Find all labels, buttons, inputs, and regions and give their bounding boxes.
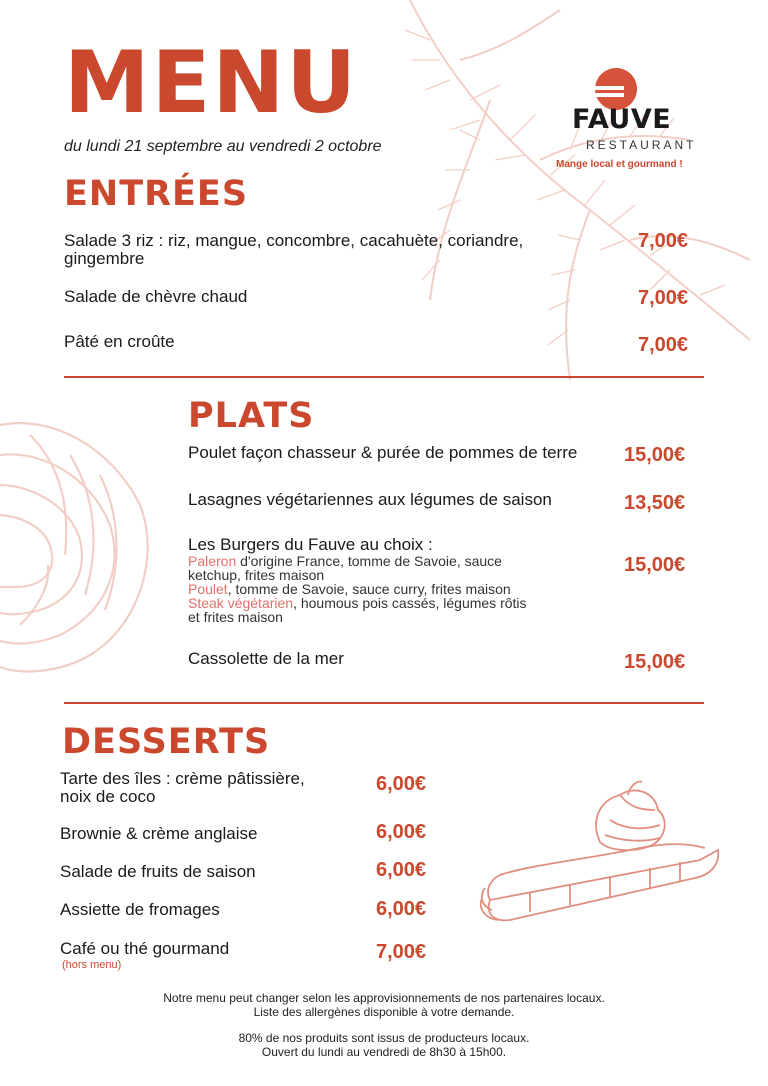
item-name-line1: Tarte des îles : crème pâtissière, [60,769,305,788]
section-title-desserts: DESSERTS [62,722,271,762]
section-divider [64,702,704,704]
pie-slice-illustration [470,780,730,930]
section-title-plats: PLATS [188,396,315,436]
item-note: (hors menu) [62,959,122,971]
item-price: 6,00€ [376,821,427,843]
item-name: Pâté en croûte [64,332,175,351]
item-price: 6,00€ [376,859,427,881]
herb-branch-illustration [370,0,768,400]
footer-notice [0,992,768,1020]
footer-line: Liste des allergènes disponible à votre demande. [253,1004,515,1019]
item-name: Assiette de fromages [60,900,220,919]
burger-option [188,582,608,596]
option-label: Paleron [188,552,237,569]
item-price: 15,00€ [624,554,686,576]
menu-item [60,770,305,806]
footer-info [0,1032,768,1060]
item-price: 15,00€ [624,651,686,673]
item-name: Poulet façon chasseur & purée de pommes de terre [188,443,578,462]
item-name: Cassolette de la mer [188,649,344,668]
item-price: 7,00€ [638,287,689,309]
burger-option [188,554,608,568]
item-name-line2: noix de coco [60,786,156,806]
option-desc: d'origine France, tomme de Savoie, sauce [236,552,502,569]
footer-line: 80% de nos produits sont issus de producteurs locaux. [238,1031,530,1045]
item-price: 13,50€ [624,492,686,514]
option-desc: , tomme de Savoie, sauce curry, frites maison [227,580,511,597]
menu-dates: du lundi 21 septembre au vendredi 2 octobre [64,138,382,155]
option-label: Poulet [188,580,228,597]
item-name: Brownie & crème anglaise [60,824,258,843]
logo-tagline: Mange local et gourmand ! [556,159,683,170]
burger-item [188,536,608,624]
item-price: 6,00€ [376,898,427,920]
item-name: Lasagnes végétariennes aux légumes de saison [188,490,552,509]
cabbage-illustration [0,405,160,685]
menu-item [64,232,624,268]
option-desc-cont: ketchup, frites maison [188,566,325,583]
logo-name: FAUVE [572,104,672,135]
item-name: Café ou thé gourmand [60,939,230,958]
item-name: Salade de chèvre chaud [64,287,248,306]
section-divider [64,376,704,378]
logo-subtitle: RESTAURANT [586,138,697,152]
option-desc-cont: et frites maison [188,608,283,625]
footer-line: Notre menu peut changer selon les approvisionnements de nos partenaires locaux. [163,991,605,1005]
burger-option [188,596,608,610]
item-name-line2: gingembre [64,248,145,268]
item-price: 7,00€ [638,230,689,252]
option-label: Steak végétarien [188,594,294,611]
item-price: 15,00€ [624,444,686,466]
item-name: Salade de fruits de saison [60,862,256,881]
option-desc: , houmous pois cassés, légumes rôtis [293,594,527,611]
page-title: MENU [64,33,359,133]
footer-line: Ouvert du lundi au vendredi de 8h30 à 15h00. [261,1044,507,1059]
item-price: 7,00€ [376,941,427,963]
item-name-line1: Salade 3 riz : riz, mangue, concombre, cacahuète, coriandre, [64,231,524,250]
item-name: Les Burgers du Fauve au choix : [188,535,433,554]
item-price: 6,00€ [376,773,427,795]
section-title-entrees: ENTRÉES [64,174,249,214]
item-price: 7,00€ [638,334,689,356]
